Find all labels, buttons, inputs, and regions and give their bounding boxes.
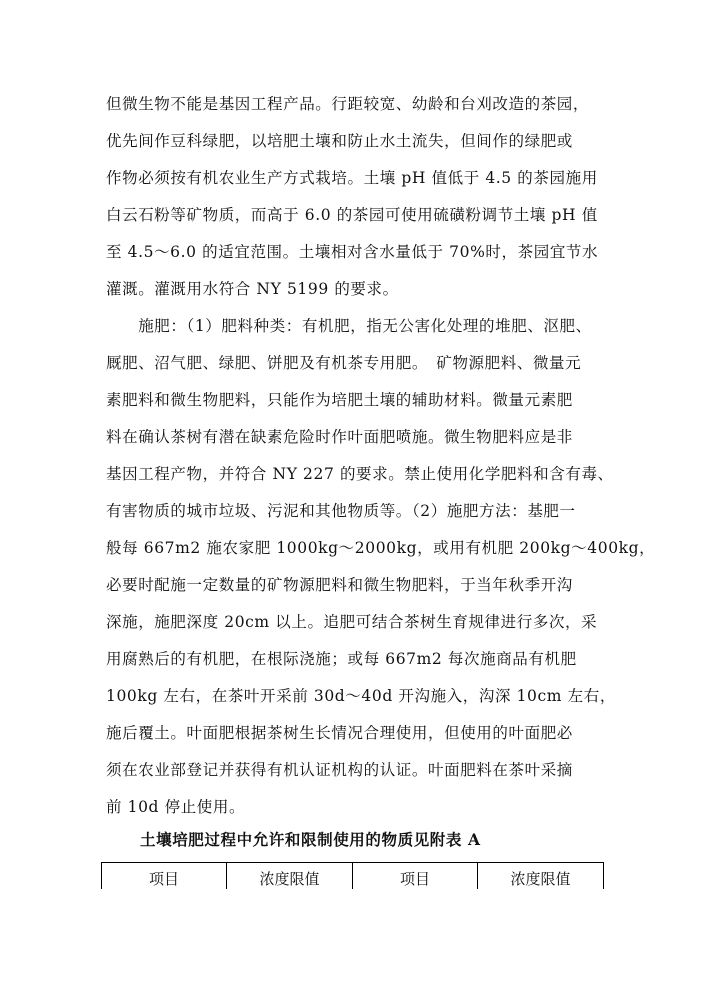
text-line: 但微生物不能是基因工程产品。行距较宽、幼龄和台刈改造的茶园， bbox=[106, 95, 590, 113]
text-line: 白云石粉等矿物质，而高于 6.0 的茶园可使用硫磺粉调节土壤 pH 值 bbox=[106, 206, 598, 224]
text-line: 厩肥、沼气肥、绿肥、饼肥及有机茶专用肥。 矿物源肥料、微量元 bbox=[106, 354, 582, 372]
text-line: 般每 667m2 施农家肥 1000kg～2000kg，或用有机肥 200kg～400kg， bbox=[106, 539, 656, 557]
text-line: 基因工程产物，并符合 NY 227 的要求。禁止使用化学肥料和含有毒、 bbox=[106, 465, 614, 483]
text-line: 有害物质的城市垃圾、污泥和其他物质等。（2）施肥方法：基肥一 bbox=[106, 502, 576, 520]
substance-table bbox=[101, 862, 604, 889]
text-line: 灌溉。灌溉用水符合 NY 5199 的要求。 bbox=[106, 280, 399, 298]
text-line: 施肥：（1）肥料种类：有机肥，指无公害化处理的堆肥、沤肥、 bbox=[106, 317, 592, 335]
header-item: 项目 bbox=[353, 863, 478, 890]
text-line: 必要时配施一定数量的矿物源肥料和微生物肥料，于当年秋季开沟 bbox=[106, 576, 573, 594]
table-heading: 土壤培肥过程中允许和限制使用的物质见附表 A bbox=[140, 830, 481, 849]
text-line: 至 4.5～6.0 的适宜范围。土壤相对含水量低于 70%时，茶园宜节水 bbox=[106, 243, 599, 261]
text-line: 100kg 左右，在茶叶开采前 30d～40d 开沟施入，沟深 10cm 左右， bbox=[106, 687, 616, 705]
table-header-row bbox=[102, 863, 604, 890]
text-line: 前 10d 停止使用。 bbox=[106, 798, 246, 816]
text-line: 须在农业部登记并获得有机认证机构的认证。叶面肥料在茶叶采摘 bbox=[106, 761, 573, 779]
text-line: 料在确认茶树有潜在缺素危险时作叶面肥喷施。微生物肥料应是非 bbox=[106, 428, 573, 446]
text-line: 优先间作豆科绿肥，以培肥土壤和防止水土流失，但间作的绿肥或 bbox=[106, 132, 573, 150]
text-line: 作物必须按有机农业生产方式栽培。土壤 pH 值低于 4.5 的茶园施用 bbox=[106, 169, 598, 187]
text-line: 用腐熟后的有机肥，在根际浇施；或每 667m2 每次施商品有机肥 bbox=[106, 650, 577, 668]
header-concentration-limit: 浓度限值 bbox=[478, 863, 604, 890]
text-line: 深施，施肥深度 20cm 以上。追肥可结合茶树生育规律进行多次，采 bbox=[106, 613, 598, 631]
header-concentration-limit: 浓度限值 bbox=[227, 863, 353, 890]
text-line: 施后覆土。叶面肥根据茶树生长情况合理使用，但使用的叶面肥必 bbox=[106, 724, 573, 742]
text-line: 素肥料和微生物肥料，只能作为培肥土壤的辅助材料。微量元素肥 bbox=[106, 391, 573, 409]
header-item: 项目 bbox=[102, 863, 227, 890]
